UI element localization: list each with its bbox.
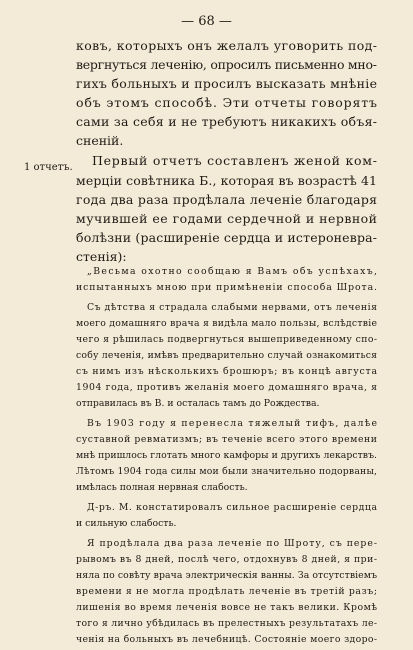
text-line: объ этомъ способѣ. Эти отчеты говорятъ xyxy=(76,95,378,110)
quote-line: ченія на больныхъ въ лечебницѣ. Состояніе моего здоро- xyxy=(76,634,378,645)
page-number: — 68 — xyxy=(181,14,232,29)
text-line: сненій. xyxy=(76,133,124,148)
quote-line: чего я рѣшилась подвергнуться вышеприведенному спо- xyxy=(76,334,378,345)
quote-line: мнѣ пришлось глотать много камфоры и другихъ лекарствъ. xyxy=(76,450,378,461)
text-line: стенія): xyxy=(76,249,127,264)
quote-line: моего домашняго врача я видѣла мало пользы, вслѣдствіе xyxy=(76,318,378,329)
text-line: сами за себя и не требуютъ никакихъ объя- xyxy=(76,114,378,129)
text-line: года два раза продѣлала леченіе благодаря xyxy=(76,192,378,207)
quote-line: того я лично убѣдилась въ прелестныхъ результатахъ ле- xyxy=(76,618,378,629)
quote-line: суставной ревматизмъ; въ теченіе всего этого времени xyxy=(76,434,378,445)
quote-line: имѣлась полная нервная слабость. xyxy=(76,482,248,493)
quote-line: отправилась въ В. и осталась тамъ до Рождества. xyxy=(76,398,320,409)
quote-line: рывомъ въ 8 дней, послѣ чего, отдохнувъ 8 дней, я при- xyxy=(76,554,378,565)
quote-line: и сильную слабость. xyxy=(76,518,177,529)
text-line: Первый отчетъ составленъ женой ком- xyxy=(92,153,378,168)
margin-note: 1 отчетъ. xyxy=(24,162,73,173)
text-line: вергнуться леченію, опросилъ письменно мно- xyxy=(76,57,377,72)
quote-line: няла по совѣту врача электрическія ванны. За отсутствіемъ xyxy=(76,570,378,581)
text-line: гихъ больныхъ и просилъ высказать мнѣніе xyxy=(76,76,378,91)
quote-line: Д-ръ. М. констатировалъ сильное расширеніе сердца xyxy=(87,502,378,513)
quote-line: съ нимъ изъ нѣсколькихъ брошюръ; въ концѣ августа xyxy=(76,366,378,377)
text-line: мерціи совѣтника Б., которая въ возрастѣ 41 xyxy=(76,173,378,188)
text-line: болѣзни (расширеніе сердца и истероневра- xyxy=(76,230,378,245)
quote-line: времени я не могла продѣлать леченіе въ третій разъ; xyxy=(76,586,378,597)
quote-line: Я продѣлала два раза леченіе по Шроту, съ пере- xyxy=(87,538,378,549)
quote-line: „Весьма охотно сообщаю я Вамъ объ успѣхахъ, xyxy=(87,266,379,277)
quote-line: собу леченія, имѣвъ предварительно случай ознакомиться xyxy=(76,350,378,361)
quote-line: лишенія во время леченія вовсе не такъ велики. Кромѣ xyxy=(76,602,378,613)
quote-line: 1904 года, противъ желанія моего домашняго врача, я xyxy=(76,382,378,393)
quote-line: испытанныхъ мною при примѣненіи способа Шрота. xyxy=(76,282,378,293)
quote-line: Лѣтомъ 1904 года силы мои были значительно подорваны, xyxy=(76,466,378,477)
text-line: мучившей ее годами сердечной и нервной xyxy=(76,211,378,226)
quote-line: Въ 1903 году я перенесла тяжелый тифъ, далѣе xyxy=(87,418,379,429)
quote-line: Съ дѣтства я страдала слабыми нервами, отъ леченія xyxy=(87,302,378,313)
text-line: ковъ, которыхъ онъ желалъ уговорить под- xyxy=(76,38,378,53)
